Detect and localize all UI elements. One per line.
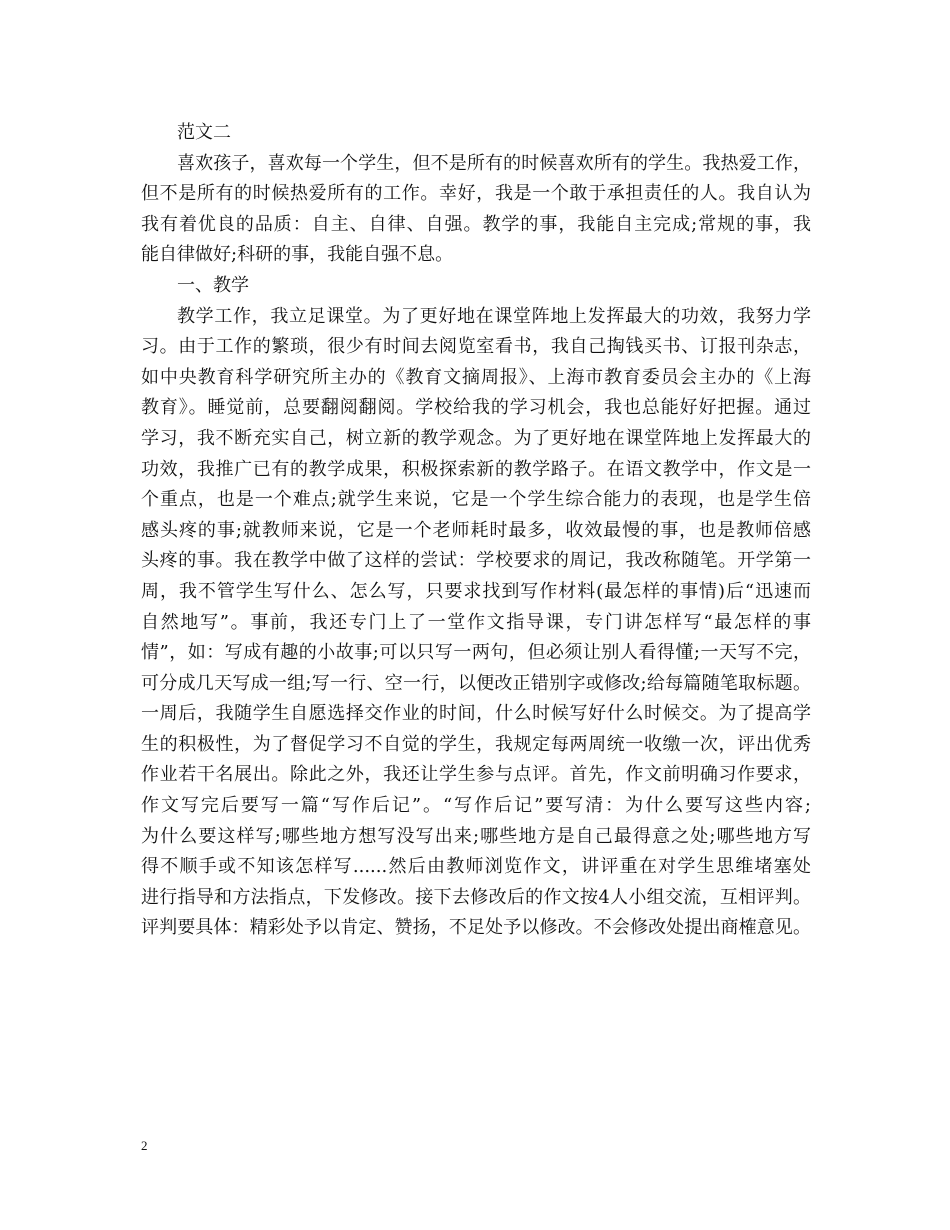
- text-line: 生的积极性，为了督促学习不自觉的学生，我规定每两周统一收缴一次，评出优秀: [141, 733, 811, 755]
- text-line: 但不是所有的时候热爱所有的工作。幸好，我是一个敢于承担责任的人。我自认为: [141, 183, 811, 205]
- text-line: 习。由于工作的繁琐，很少有时间去阅览室看书，我自己掏钱买书、订报刊杂志，: [141, 336, 811, 358]
- text-line: 功效，我推广已有的教学成果，积极探索新的教学路子。在语文教学中，作文是一: [141, 458, 811, 480]
- text-line: 教学工作，我立足课堂。为了更好地在课堂阵地上发挥最大的功效，我努力学: [177, 305, 811, 327]
- document-body: [141, 118, 811, 944]
- text-line: 作文写完后要写一篇“写作后记”。“写作后记”要写清：为什么要写这些内容;: [141, 795, 811, 817]
- text-line: 感头疼的事;就教师来说，它是一个老师耗时最多，收效最慢的事，也是教师倍感: [141, 519, 811, 541]
- text-line: 一、教学: [177, 274, 249, 296]
- text-line: 喜欢孩子，喜欢每一个学生，但不是所有的时候喜欢所有的学生。我热爱工作，: [177, 152, 811, 174]
- page-number: 2: [141, 1138, 148, 1153]
- text-line: 个重点，也是一个难点;就学生来说，它是一个学生综合能力的表现，也是学生倍: [141, 489, 811, 511]
- text-line: 情”，如：写成有趣的小故事;可以只写一两句，但必须让别人看得懂;一天写不完，: [141, 642, 811, 664]
- text-line: 学习，我不断充实自己，树立新的教学观念。为了更好地在课堂阵地上发挥最大的: [141, 427, 811, 449]
- text-line: 头疼的事。我在教学中做了这样的尝试：学校要求的周记，我改称随笔。开学第一: [141, 550, 811, 572]
- text-line: 我有着优良的品质：自主、自律、自强。教学的事，我能自主完成;常规的事，我: [141, 213, 811, 235]
- text-line: 自然地写”。事前，我还专门上了一堂作文指导课，专门讲怎样写“最怎样的事: [141, 611, 811, 633]
- text-line: 可分成几天写成一组;写一行、空一行，以便改正错别字或修改;给每篇随笔取标题。: [141, 672, 811, 694]
- text-line: 得不顺手或不知该怎样写......然后由教师浏览作文，讲评重在对学生思维堵塞处: [141, 856, 811, 878]
- text-line: 进行指导和方法指点，下发修改。接下去修改后的作文按4人小组交流，互相评判。: [141, 886, 811, 908]
- text-line: 周，我不管学生写什么、怎么写，只要求找到写作材料(最怎样的事情)后“迅速而: [141, 580, 811, 602]
- text-line: 作业若干名展出。除此之外，我还让学生参与点评。首先，作文前明确习作要求，: [141, 764, 811, 786]
- text-line: 如中央教育科学研究所主办的《教育文摘周报》、上海市教育委员会主办的《上海: [141, 366, 811, 388]
- text-line: 能自律做好;科研的事，我能自强不息。: [141, 244, 454, 266]
- text-line: 为什么要这样写;哪些地方想写没写出来;哪些地方是自己最得意之处;哪些地方写: [141, 825, 811, 847]
- text-line: 范文二: [177, 122, 231, 143]
- text-line: 教育》。睡觉前，总要翻阅翻阅。学校给我的学习机会，我也总能好好把握。通过: [141, 397, 811, 419]
- text-line: 一周后，我随学生自愿选择交作业的时间，什么时候写好什么时候交。为了提高学: [141, 703, 811, 725]
- text-line: 评判要具体：精彩处予以肯定、赞扬，不足处予以修改。不会修改处提出商榷意见。: [141, 917, 811, 939]
